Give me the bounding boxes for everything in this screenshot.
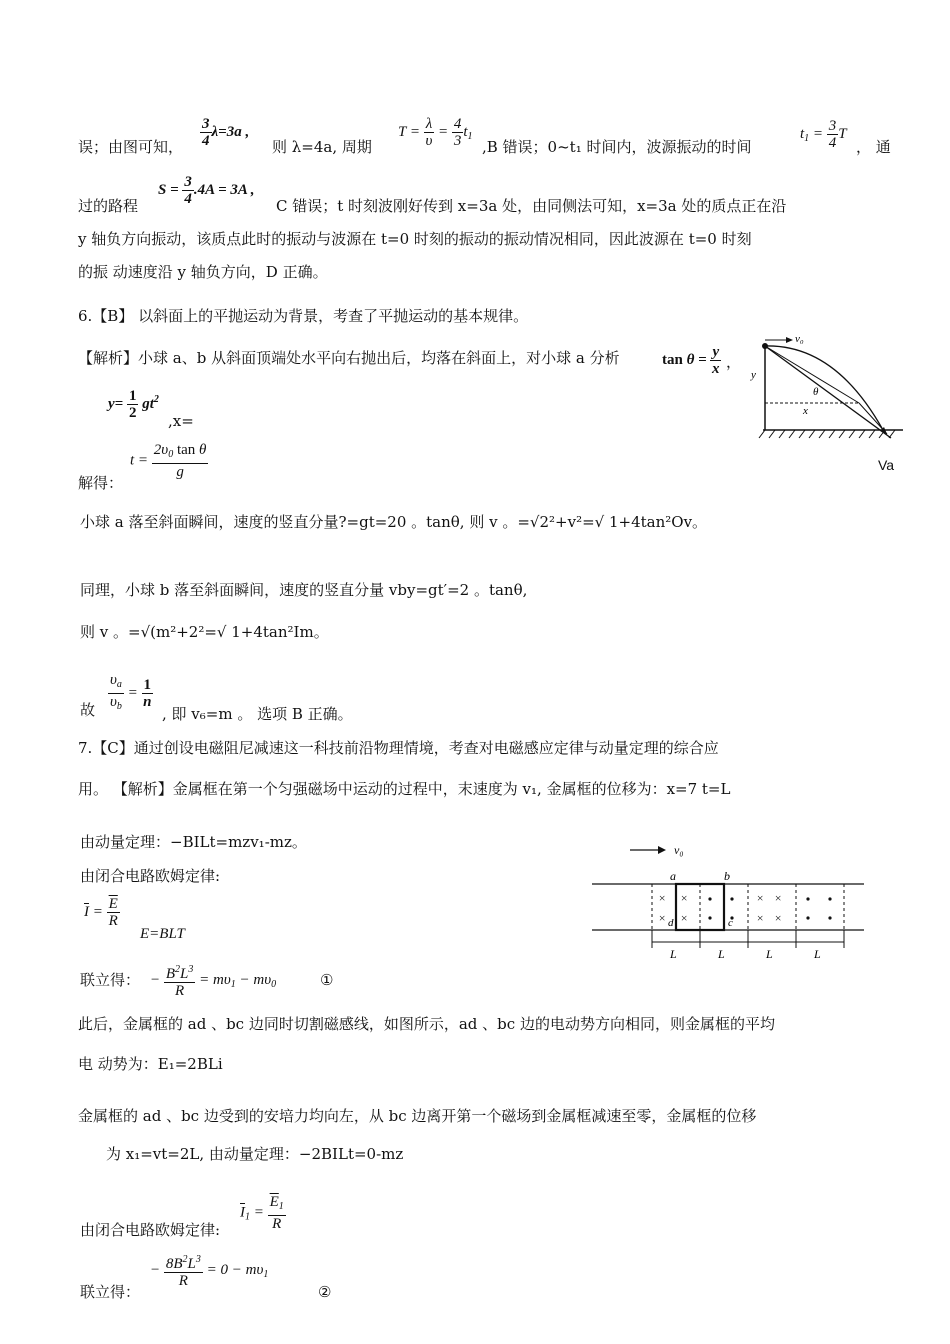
formula-path-S: S = $\frac{3}{4}$ .4A = 3A ,: [158, 174, 255, 207]
q7-circle-2: ②: [318, 1283, 332, 1301]
q6-solve-label: 解得：: [78, 474, 124, 492]
svg-text:×: ×: [658, 911, 667, 925]
formula-tan-theta: tan θ = $\frac{y}{x}$: [662, 344, 720, 377]
q7-momentum: 由动量定理：−BILt=mzv₁-mz。: [80, 833, 307, 851]
svg-text:×: ×: [680, 911, 689, 925]
q7-circle-1: ①: [320, 971, 334, 989]
q5-line1-a: 误；由图可知，: [78, 138, 184, 156]
formula-period: T = $\frac{\lambda}{\upsilon}$ = $\frac{4}{3}$ $t_1$: [398, 116, 473, 149]
q7-force-1: 金属框的 ad 、bc 边受到的安培力均向左，从 bc 边离开第一个磁场到金属框减速至零，金属框的位移: [78, 1107, 757, 1125]
formula-va-over-vb: $\frac{\upsilon_a}{\upsilon_b}$ = $\frac{1}{n}$: [110, 672, 152, 712]
q5-line4: 的振 动速度沿 y 轴负方向，D 正确。: [78, 263, 328, 281]
fig-x-label: x: [803, 405, 808, 417]
svg-text:×: ×: [658, 891, 667, 905]
q5-line3: y 轴负方向振动，该质点此时的振动与波源在 t=0 时刻的振动的振动情况相同，因此波源在 t=0 时刻: [78, 230, 752, 248]
fig7-L4: L: [814, 947, 821, 961]
q5-line1-d: ， 通: [856, 138, 891, 156]
q6-vb: 则 v 。=√(m²+2²=√ 1+4tan²Im。: [80, 623, 329, 641]
q7-lianli-1: 联立得：: [80, 971, 141, 989]
q6-analysis: 【解析】小球 a、b 从斜面顶端处水平向右抛出后，均落在斜面上，对小球 a 分析: [78, 349, 620, 367]
fig7-L3: L: [766, 947, 773, 961]
fig7-b: b: [724, 869, 730, 883]
q7-lianli-2: 联立得：: [80, 1283, 141, 1301]
formula-I-bar: $\overline{I}$ = $\frac{\overline{E}}{R}$: [84, 896, 118, 929]
q7-ohm-2: 由闭合电路欧姆定律:: [80, 1221, 221, 1239]
q5-line1-b: 则 λ=4a, 周期: [272, 138, 372, 156]
magnetic-field-diagram: [590, 838, 870, 968]
fig7-c: c: [728, 917, 733, 929]
svg-text:×: ×: [774, 911, 783, 925]
q6-heading: 6.【B】 以斜面上的平抛运动为背景，考查了平抛运动的基本规律。: [78, 307, 529, 325]
formula-t1: $t_1$ = $\frac{3}{4}$ T: [800, 118, 847, 151]
fig-va-label: Va: [878, 457, 895, 473]
fig7-a: a: [670, 869, 676, 883]
fig-y-label: y: [751, 369, 756, 381]
q7-then-2: 电 动势为：E₁=2BLi: [78, 1055, 223, 1073]
q5-line1-c: ,B 错误；0~t₁ 时间内，波源振动的时间: [482, 138, 752, 156]
fig7-v0-label: v₀: [674, 843, 684, 857]
q5-line2-b: C 错误；t 时刻波刚好传到 x=3a 处，由同侧法可知，x=3a 处的质点正在沿: [276, 197, 787, 215]
q7-line2: 用。 【解析】金属框在第一个匀强磁场中运动的过程中，末速度为 v₁, 金属框的位移为：x=7 t=L: [78, 780, 731, 798]
formula-E-BLT: E=BLT: [140, 926, 185, 942]
formula-three-quarter-lambda: $\frac{3}{4}$ λ=3a ,: [202, 116, 250, 149]
incline-projectile-diagram: [751, 330, 905, 442]
q6-comma: ，: [726, 353, 742, 371]
fig7-d: d: [668, 917, 674, 929]
formula-eq2: − $\frac{8B^2L^3}{R}$ = $0 - m\upsilon_1$: [150, 1254, 269, 1289]
svg-text:×: ×: [756, 891, 765, 905]
formula-y-half-gt2: y= $\frac{1}{2}$ $gt^2$: [108, 388, 159, 421]
q6-gu: 故: [80, 701, 96, 719]
svg-text:×: ×: [774, 891, 783, 905]
q7-ohm: 由闭合电路欧姆定律:: [80, 867, 221, 885]
formula-I1-bar: $\overline{I}_1$ = $\frac{\overline{E}_1}{R}$: [240, 1194, 284, 1232]
q5-line2-a: 过的路程: [78, 197, 139, 215]
q6-conclusion: , 即 v₆=m 。 选项 B 正确。: [162, 705, 353, 723]
q6-x-eq: ,x=: [168, 412, 194, 430]
q6-ball-b: 同理，小球 b 落至斜面瞬间，速度的竖直分量 vby=gt′=2 。tanθ,: [80, 581, 528, 599]
q7-force-2: 为 x₁=vt=2L, 由动量定理：−2BILt=0-mz: [106, 1145, 404, 1163]
fig7-L1: L: [670, 947, 677, 961]
fig-v0-label: v₀: [795, 333, 804, 345]
fig7-L2: L: [718, 947, 725, 961]
formula-eq1: − $\frac{B^2L^3}{R}$ = $m\upsilon_1 - m\upsilon_0$: [150, 964, 277, 999]
q7-heading: 7.【C】通过创设电磁阻尼减速这一科技前沿物理情境，考查对电磁感应定律与动量定理的综合应: [78, 739, 719, 757]
svg-text:×: ×: [680, 891, 689, 905]
q6-ball-a: 小球 a 落至斜面瞬间，速度的竖直分量?=gt=20 。tanθ, 则 v 。=√2²+v²=√ 1+4tan²Ov。: [80, 513, 708, 531]
q7-then-1: 此后，金属框的 ad 、bc 边同时切割磁感线，如图所示，ad 、bc 边的电动势方向相同，则金属框的平均: [78, 1015, 775, 1033]
fig-theta-label: θ: [813, 386, 819, 398]
svg-text:×: ×: [756, 911, 765, 925]
formula-t: t = $\frac{2\upsilon_0 \tan \theta}{g}$: [130, 442, 207, 480]
